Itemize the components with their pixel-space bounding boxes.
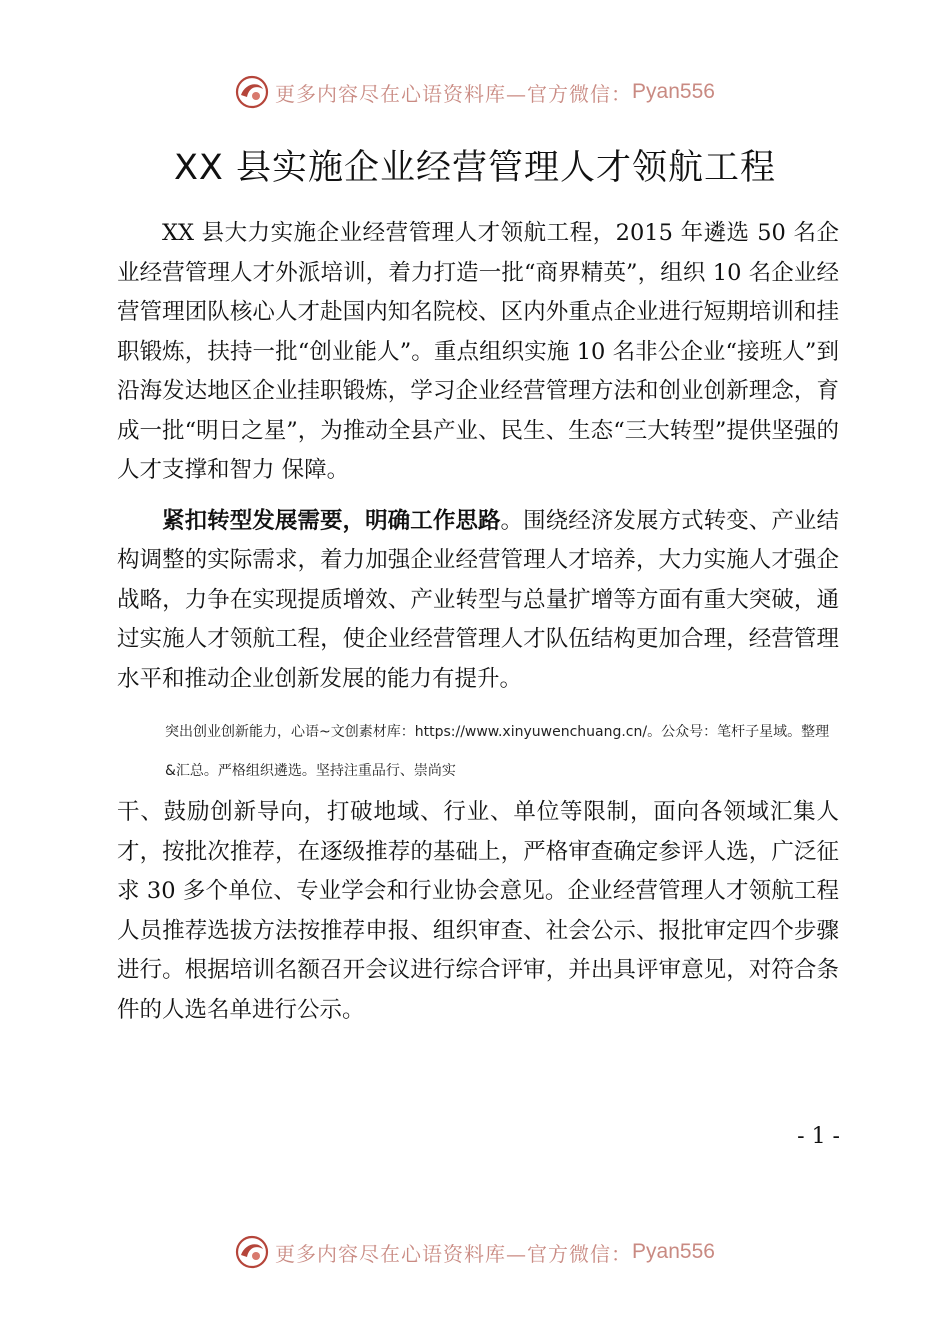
paragraph-2-lead: 紧扣转型发展需要，明确工作思路 <box>162 507 501 534</box>
header-banner-text: 更多内容尽在心语资料库—官方微信： <box>275 81 633 106</box>
footer-banner-text: 更多内容尽在心语资料库—官方微信： <box>275 1241 633 1266</box>
footer-banner <box>0 1232 950 1272</box>
document-body <box>117 214 839 1030</box>
header-banner <box>0 72 950 112</box>
paragraph-1: XX 县大力实施企业经营管理人才领航工程，2015 年遴选 50 名企业经营管理人才外派培训，着力打造一批“商界精英”，组织 10 名企业经营管理团队核心人才赴国内知名院校、区内外重点企业进行短期培训和挂职锻炼，扶持一批“创业能人”。重点组织实施 10 名非公企业“接班人”到沿海发达地区企业挂职锻炼，学习企业经营管理方法和创业创新理念，育成一批“明日之星”，为推动全县产业、民生、生态“三大转型”提供坚强的人才支撑和智力 保障。 <box>117 220 839 483</box>
inserted-note: 突出创业创新能力，心语~文创素材库：https://www.xinyuwenchuang.cn/。公众号：笔杆子星域。整理&汇总。严格组织遴选。坚持注重品行、崇尚实 <box>165 724 830 779</box>
page-number: - 1 - <box>797 1124 840 1149</box>
swirl-logo-icon <box>235 75 269 109</box>
header-banner-account: Pyan556 <box>632 80 715 103</box>
paragraph-3: 干、鼓励创新导向，打破地域、行业、单位等限制，面向各领域汇集人才，按批次推荐，在逐级推荐的基础上，严格审查确定参评人选，广泛征求 30 多个单位、专业学会和行业协会意见。企业经营管理人才领航工程人员推荐选拔方法按推荐申报、组织审查、社会公示、报批审定四个步骤进行。根据培训名额召开会议进行综合评审，并出具评审意见，对符合条件的人选名单进行公示。 <box>117 799 839 1023</box>
paragraph-2-body: 。围绕经济发展方式转变、产业结构调整的实际需求，着力加强企业经营管理人才培养，大力实施人才强企战略，力争在实现提质增效、产业转型与总量扩增等方面有重大突破，通过实施人才领航工程，使企业经营管理人才队伍结构更加合理，经营管理水平和推动企业创新发展的能力有提升。 <box>117 507 839 692</box>
document-title: XX 县实施企业经营管理人才领航工程 <box>173 148 777 188</box>
footer-banner-account: Pyan556 <box>632 1240 715 1263</box>
swirl-logo-icon <box>235 1235 269 1269</box>
paragraph-2 <box>117 502 839 700</box>
